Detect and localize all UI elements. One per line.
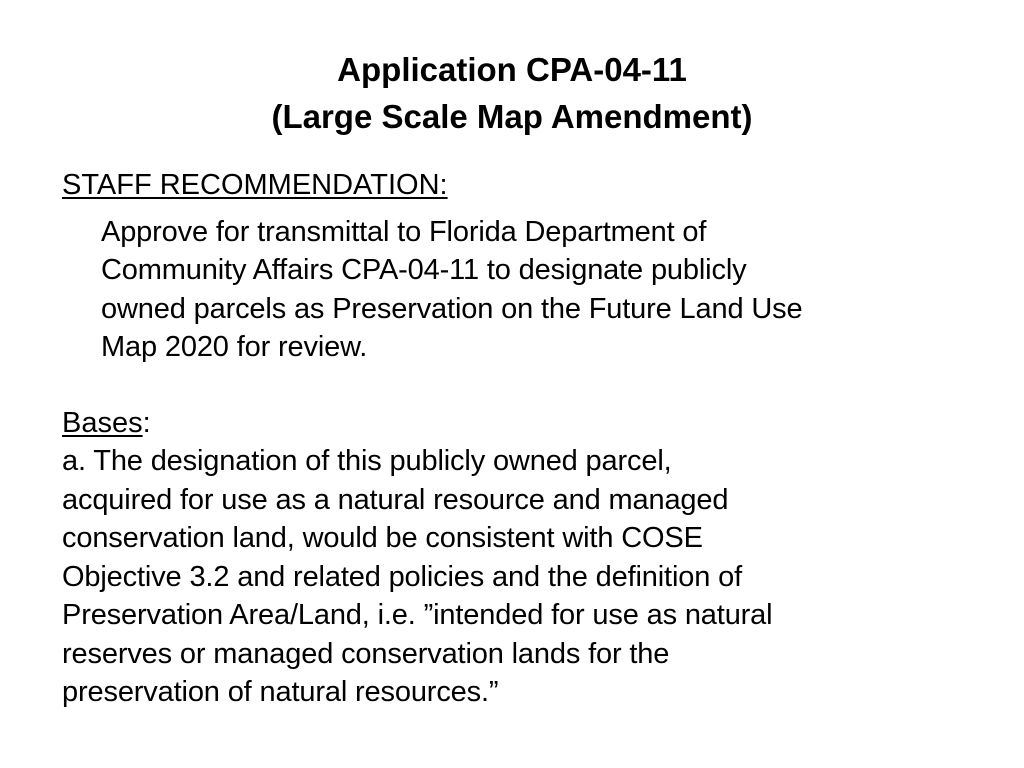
bases-text <box>62 442 987 712</box>
recommendation-line-2: Community Affairs CPA-04-11 to designate publicly <box>101 254 747 286</box>
bases-line-7: preservation of natural resources.” <box>62 676 499 708</box>
bases-line-2: acquired for use as a natural resource and managed <box>62 483 729 516</box>
title-line-2: (Large Scale Map Amendment) <box>271 98 753 135</box>
recommendation-line-1: Approve for transmittal to Florida Department of <box>101 215 707 248</box>
bases-line-4: Objective 3.2 and related policies and the definition of <box>62 560 742 593</box>
bases-line-1: a. The designation of this publicly owned parcel, <box>62 445 672 477</box>
bases-line-5: Preservation Area/Land, i.e. ”intended for use as natural <box>62 599 773 631</box>
bases-line-6: reserves or managed conservation lands for the <box>62 637 670 670</box>
bases-section <box>62 404 987 712</box>
staff-recommendation-heading-text: STAFF RECOMMENDATION: <box>62 169 448 201</box>
bases-heading-text: Bases <box>62 406 143 439</box>
staff-recommendation-text <box>101 213 987 367</box>
staff-recommendation-heading <box>62 166 987 205</box>
title-line-1: Application CPA-04-11 <box>337 51 687 88</box>
slide-body <box>62 166 987 712</box>
bases-heading <box>62 404 987 443</box>
slide-title <box>112 46 912 140</box>
bases-heading-colon: : <box>142 406 151 439</box>
recommendation-line-4: Map 2020 for review. <box>101 331 368 363</box>
recommendation-line-3: owned parcels as Preservation on the Future Land Use <box>101 292 803 325</box>
bases-line-3: conservation land, would be consistent with COSE <box>62 522 703 554</box>
